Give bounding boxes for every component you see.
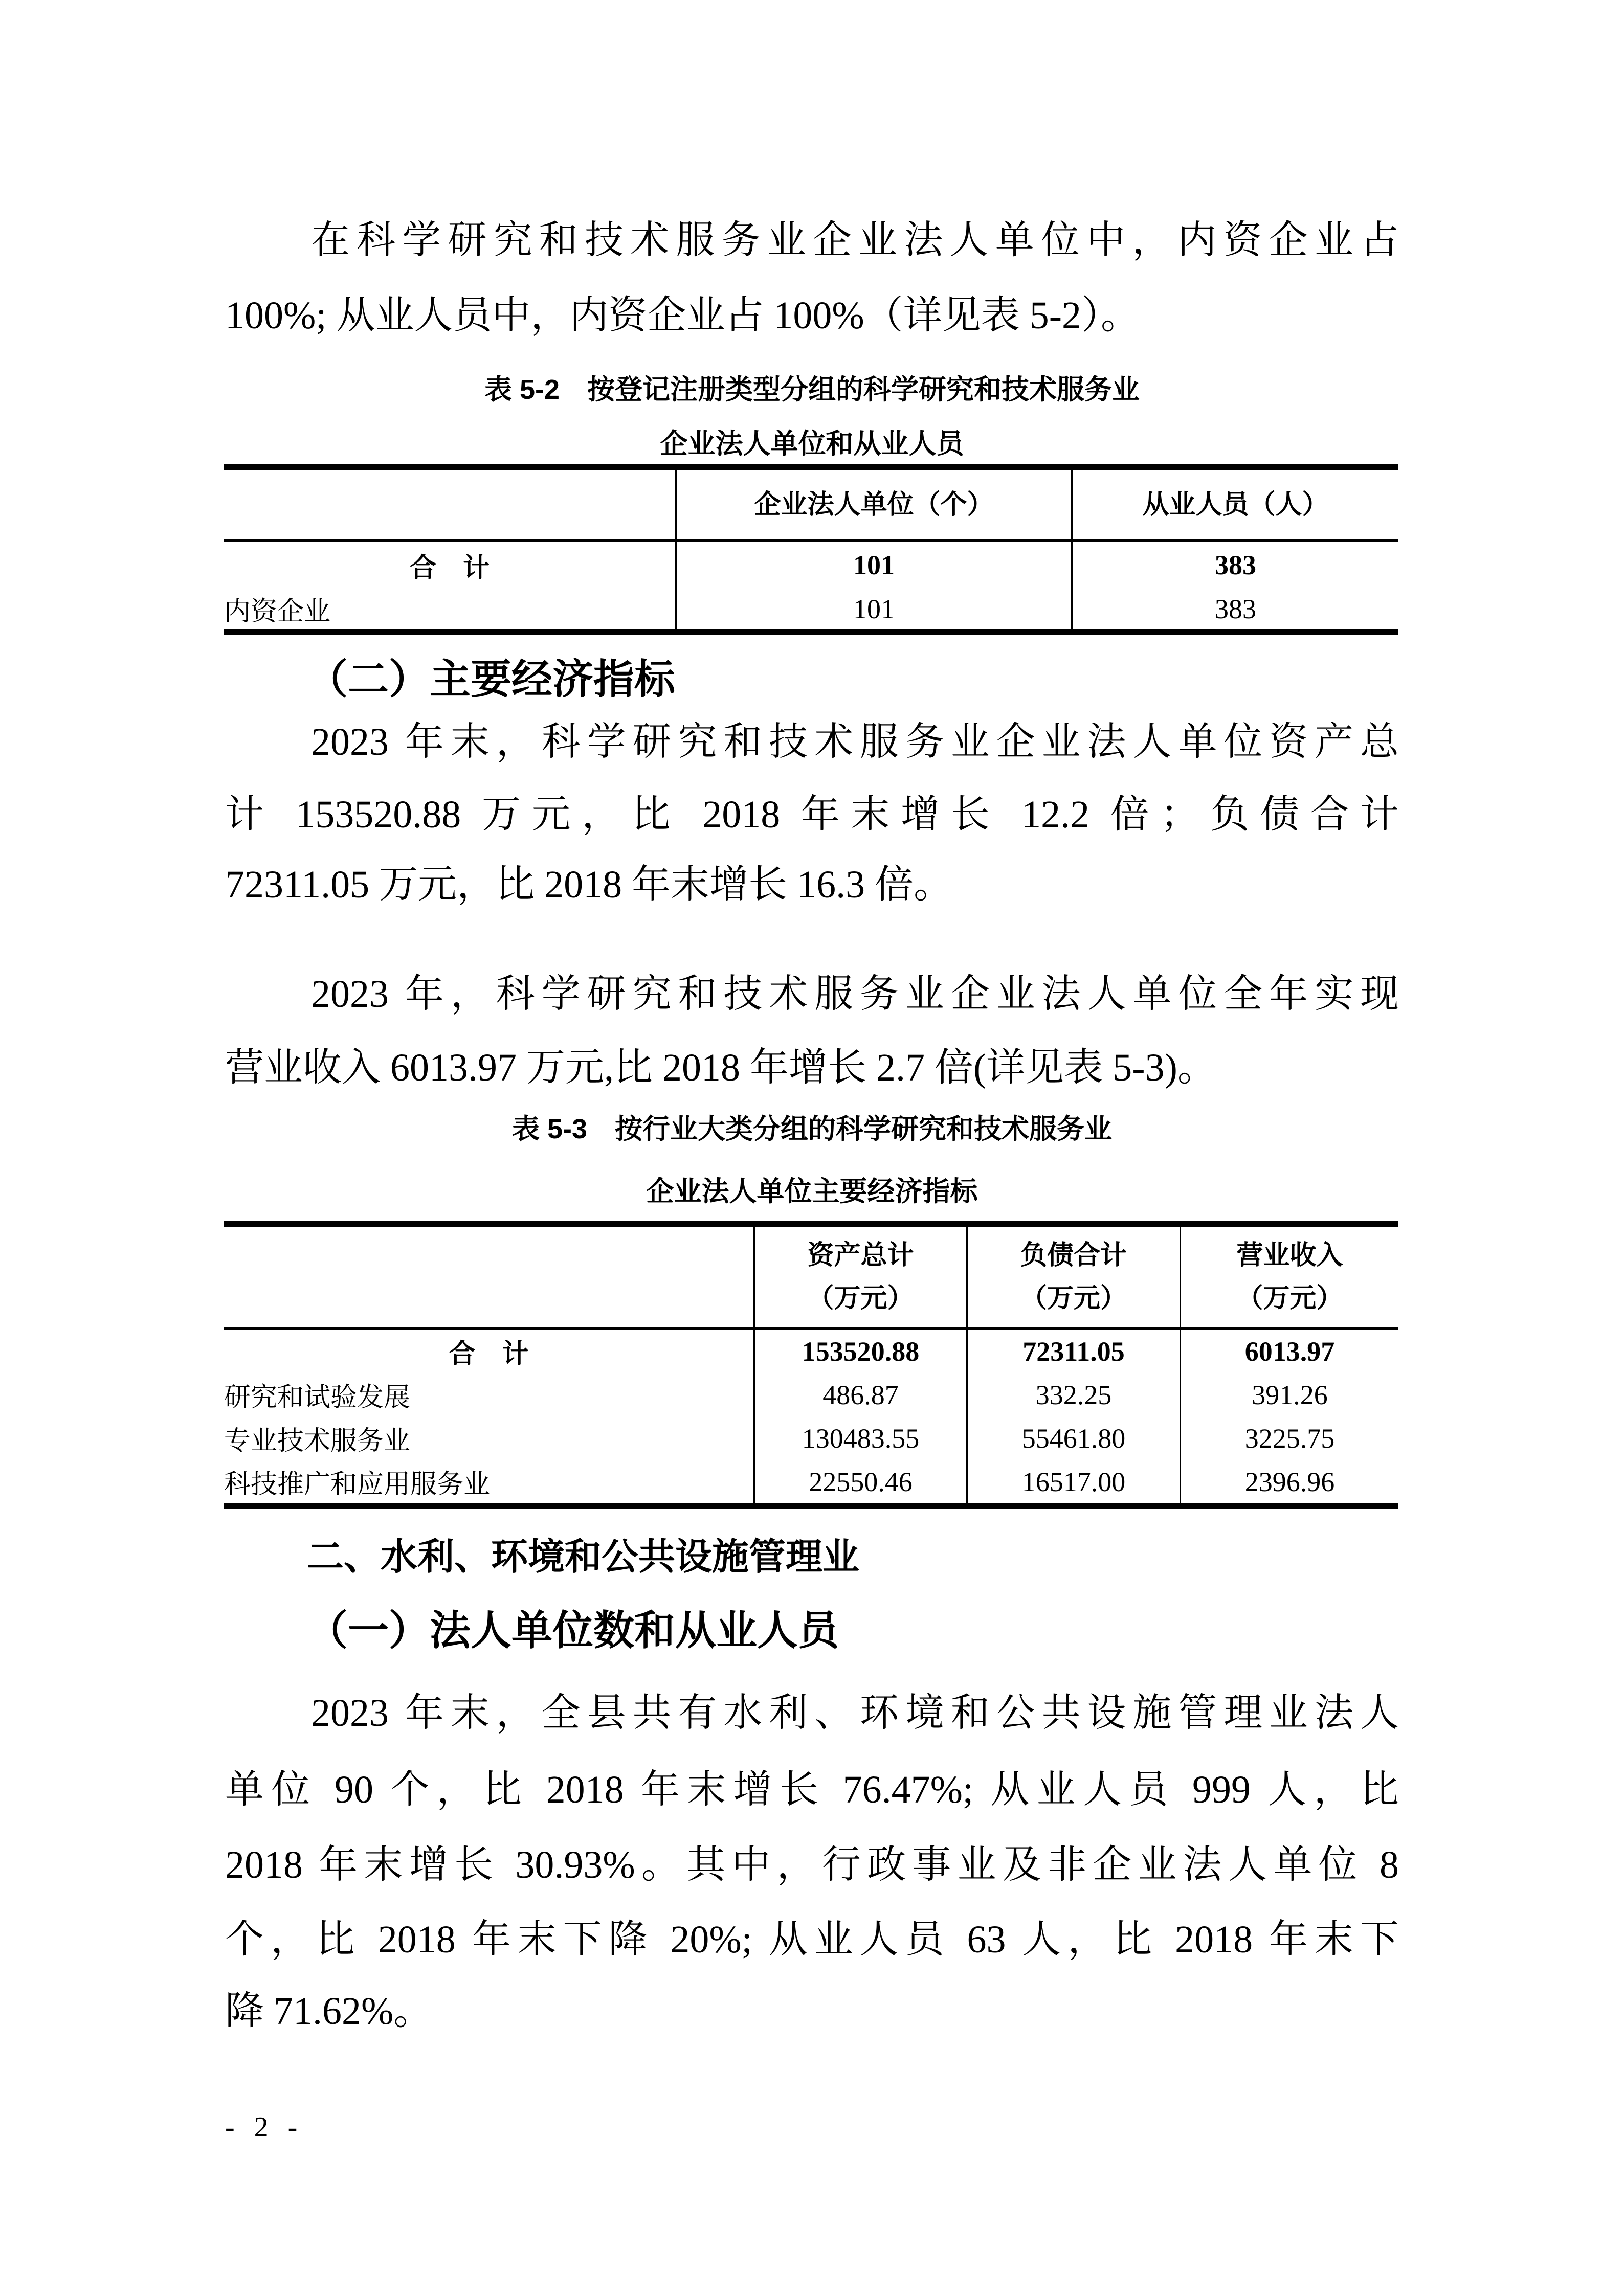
table-row — [224, 1416, 1398, 1460]
table-5-2-total-staff: 383 — [1071, 542, 1398, 588]
paragraph-4-line-1: 2023 年末，全县共有水利、环境和公共设施管理业法人 — [311, 1692, 1399, 1735]
table-5-3-subtitle: 企业法人单位主要经济指标 — [646, 1176, 978, 1207]
table-5-3-total-liabilities: 72311.05 — [966, 1330, 1180, 1373]
table-5-2-domestic-staff: 383 — [1071, 588, 1398, 629]
table-5-3-title: 表 5-3 按行业大类分组的科学研究和技术服务业 — [511, 1114, 1113, 1144]
table-row — [224, 1460, 1398, 1503]
table-5-2-title: 表 5-2 按登记注册类型分组的科学研究和技术服务业 — [484, 374, 1140, 405]
table-5-2-total-units: 101 — [675, 542, 1071, 588]
section-heading-legal-units-staff: （一）法人单位数和从业人员 — [307, 1609, 839, 1654]
header-line: （万元） — [807, 1284, 914, 1313]
table-5-2-domestic-label: 内资企业 — [224, 597, 331, 626]
table-5-3-total-assets: 153520.88 — [753, 1330, 966, 1373]
table-row — [224, 542, 1398, 588]
table-row — [224, 588, 1398, 629]
header-line: 负债合计 — [1020, 1241, 1127, 1270]
table-5-3-header-row — [224, 1227, 1398, 1330]
table-5-3-promo-assets: 22550.46 — [753, 1460, 966, 1503]
table-5-3-rd-assets: 486.87 — [753, 1373, 966, 1416]
table-5-3-prof-liabilities: 55461.80 — [966, 1416, 1180, 1460]
table-5-3-rd-label: 研究和试验发展 — [224, 1383, 411, 1412]
paragraph-3-line-2: 营业收入 6013.97 万元,比 2018 年增长 2.7 倍(详见表 5-3)。 — [225, 1046, 1216, 1089]
paragraph-4-line-5: 降 71.62%。 — [225, 1990, 433, 2033]
table-5-3-header-revenue — [1180, 1227, 1398, 1327]
table-row — [224, 1330, 1398, 1373]
table-5-3-rd-liabilities: 332.25 — [966, 1373, 1180, 1416]
header-line: （万元） — [1236, 1284, 1343, 1313]
table-5-2-header-empty — [224, 470, 675, 539]
table-5-3-rd-revenue: 391.26 — [1180, 1373, 1398, 1416]
page-number: - 2 - — [225, 2111, 304, 2143]
paragraph-2-line-1: 2023 年末，科学研究和技术服务业企业法人单位资产总 — [311, 721, 1399, 763]
paragraph-2-line-3: 72311.05 万元，比 2018 年末增长 16.3 倍。 — [225, 863, 953, 906]
header-line: 营业收入 — [1236, 1241, 1343, 1270]
paragraph-2-line-2: 计 153520.88 万元，比 2018 年末增长 12.2 倍；负债合计 — [225, 793, 1399, 836]
table-5-3-total-revenue: 6013.97 — [1180, 1330, 1398, 1373]
paragraph-4-line-4: 个，比 2018 年末下降 20%; 从业人员 63 人，比 2018 年末下 — [225, 1918, 1399, 1961]
table-5-3-header-assets — [753, 1227, 966, 1327]
table-5-2 — [224, 464, 1398, 635]
table-5-3-promo-label: 科技推广和应用服务业 — [224, 1470, 491, 1499]
paragraph-4-line-3: 2018 年末增长 30.93%。其中，行政事业及非企业法人单位 8 — [225, 1843, 1399, 1886]
table-5-2-subtitle: 企业法人单位和从业人员 — [660, 429, 964, 459]
table-5-3 — [224, 1221, 1398, 1509]
paragraph-3-line-1: 2023 年，科学研究和技术服务业企业法人单位全年实现 — [311, 973, 1399, 1016]
table-5-3-header-liabilities — [966, 1227, 1180, 1327]
header-line: （万元） — [1020, 1284, 1127, 1313]
table-5-2-header-units: 企业法人单位（个） — [675, 470, 1071, 539]
header-line: 资产总计 — [807, 1241, 914, 1270]
table-5-2-total-label: 合 计 — [409, 553, 490, 583]
section-heading-water-environment: 二、水利、环境和公共设施管理业 — [307, 1537, 860, 1578]
paragraph-4-line-2: 单位 90 个，比 2018 年末增长 76.47%; 从业人员 999 人，比 — [225, 1768, 1399, 1811]
table-5-3-promo-liabilities: 16517.00 — [966, 1460, 1180, 1503]
section-heading-economic-indicators: （二）主要经济指标 — [307, 658, 675, 703]
table-5-3-prof-label: 专业技术服务业 — [224, 1427, 411, 1456]
table-5-3-prof-revenue: 3225.75 — [1180, 1416, 1398, 1460]
table-5-3-header-empty — [224, 1227, 753, 1327]
paragraph-1-line-2: 100%; 从业人员中，内资企业占 100%（详见表 5-2）。 — [225, 294, 1140, 337]
table-5-3-promo-revenue: 2396.96 — [1180, 1460, 1398, 1503]
table-5-3-total-label: 合 计 — [449, 1340, 529, 1369]
table-5-2-header-staff: 从业人员（人） — [1071, 470, 1398, 539]
table-5-2-domestic-units: 101 — [675, 588, 1071, 629]
table-5-3-prof-assets: 130483.55 — [753, 1416, 966, 1460]
table-5-2-header-row — [224, 470, 1398, 542]
paragraph-1-line-1: 在科学研究和技术服务业企业法人单位中，内资企业占 — [311, 219, 1399, 262]
table-row — [224, 1373, 1398, 1416]
